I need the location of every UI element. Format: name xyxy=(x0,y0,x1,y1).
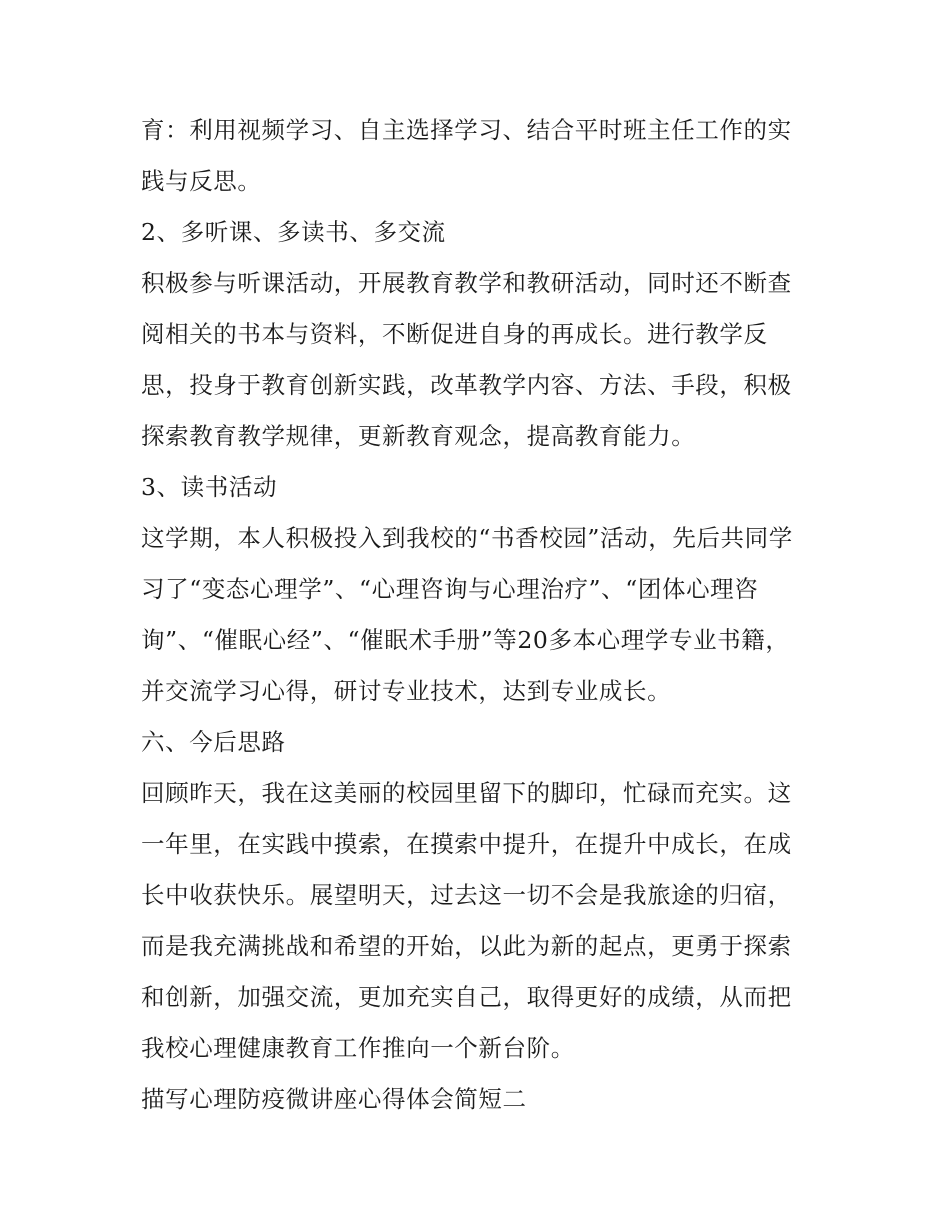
document-body xyxy=(141,105,821,1125)
text-line: 回顾昨天，我在这美丽的校园里留下的脚印，忙碌而充实。这 xyxy=(141,779,792,807)
text-line: 思，投身于教育创新实践，改革教学内容、方法、手段，积极 xyxy=(141,371,792,399)
text-line: 长中收获快乐。展望明天，过去这一切不会是我旅途的归宿， xyxy=(141,881,792,909)
text-line: 这学期，本人积极投入到我校的“书香校园”活动，先后共同学 xyxy=(141,524,793,552)
text-line: 阅相关的书本与资料，不断促进自身的再成长。进行教学反 xyxy=(141,320,768,348)
text-line: 探索教育教学规律，更新教育观念，提高教育能力。 xyxy=(141,422,696,450)
text-line: 并交流学习心得，研讨专业技术，达到专业成长。 xyxy=(141,677,672,705)
document-title: 描写心理防疫微讲座心得体会简短二 xyxy=(141,1085,527,1113)
text-line: 和创新，加强交流，更加充实自己，取得更好的成绩，从而把 xyxy=(141,983,792,1011)
text-line: 习了“变态心理学”、“心理咨询与心理治疗”、“团体心理咨 xyxy=(141,575,759,603)
text-line: 而是我充满挑战和希望的开始，以此为新的起点，更勇于探索 xyxy=(141,932,792,960)
text-line: 育：利用视频学习、自主选择学习、结合平时班主任工作的实 xyxy=(141,116,792,144)
section-heading: 六、今后思路 xyxy=(141,728,286,756)
text-line: 积极参与听课活动，开展教育教学和教研活动，同时还不断查 xyxy=(141,269,792,297)
text-line: 询”、“催眠心经”、“催眠术手册”等20多本心理学专业书籍， xyxy=(141,626,790,654)
section-heading: 2、多听课、多读书、多交流 xyxy=(141,218,446,246)
section-heading: 3、读书活动 xyxy=(141,473,278,501)
text-line: 一年里，在实践中摸索，在摸索中提升，在提升中成长，在成 xyxy=(141,830,792,858)
text-line: 践与反思。 xyxy=(141,167,262,195)
text-line: 我校心理健康教育工作推向一个新台阶。 xyxy=(141,1034,575,1062)
